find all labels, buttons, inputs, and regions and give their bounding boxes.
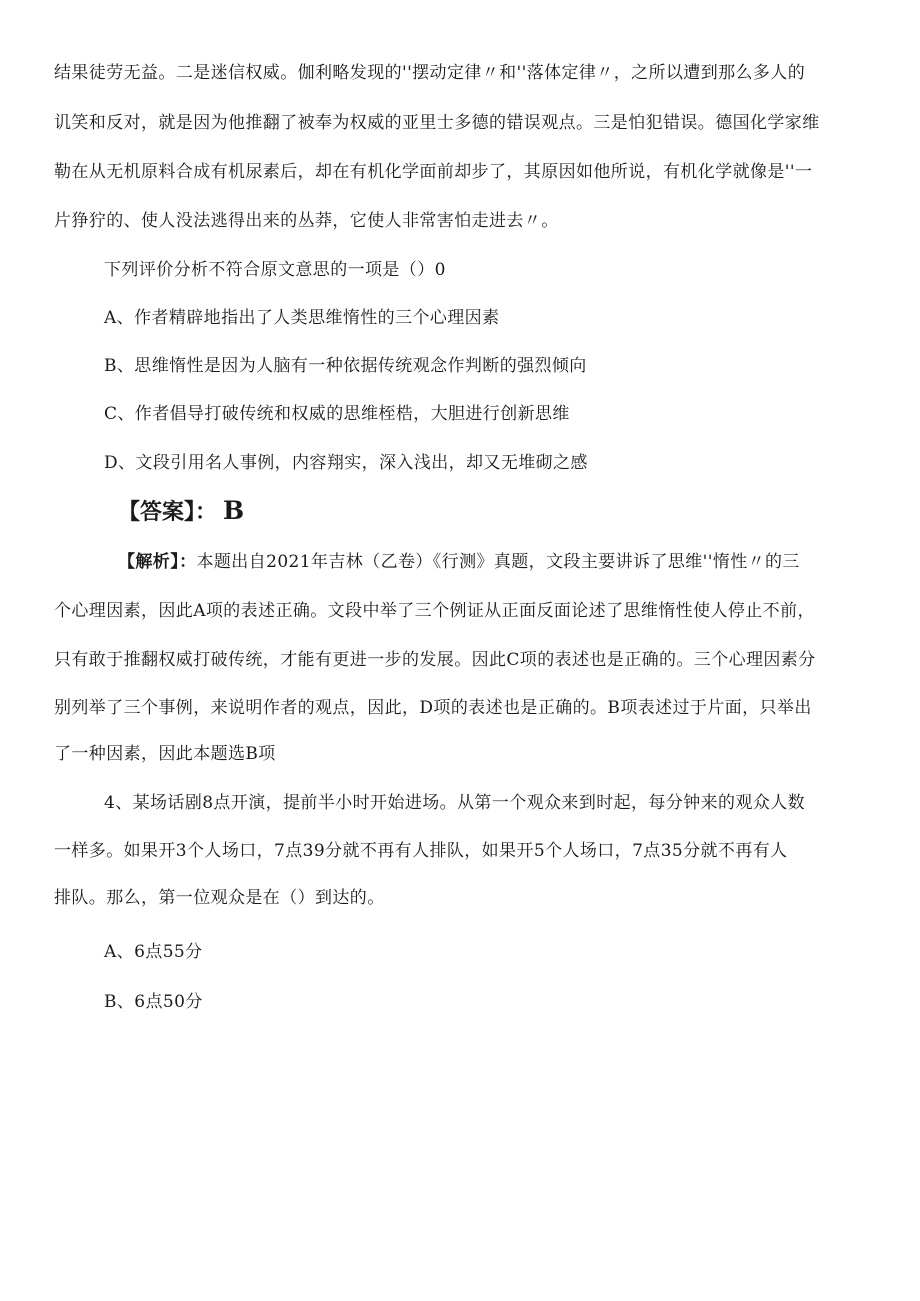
analysis-text: 本题出自2021年吉林（乙卷）《行测》真题，文段主要讲诉了思维''惰性〃的三	[196, 552, 800, 572]
question-stem: 排队。那么，第一位观众是在（）到达的。	[54, 888, 385, 908]
passage-line: 勒在从无机原料合成有机尿素后，却在有机化学面前却步了，其原因如他所说，有机化学就像是''一	[54, 162, 813, 182]
analysis-line: 别列举了三个事例，来说明作者的观点，因此，D项的表述也是正确的。B项表述过于片面，只举出	[54, 698, 812, 718]
answer	[118, 496, 244, 528]
answer-label: 【答案】：	[118, 500, 218, 525]
option-a: A、6点55分	[104, 942, 203, 962]
analysis-line: 个心理因素，因此A项的表述正确。文段中举了三个例证从正面反面论述了思维惰性使人停止不前，	[54, 601, 815, 621]
passage-line: 讥笑和反对，就是因为他推翻了被奉为权威的亚里士多德的错误观点。三是怕犯错误。德国化学家维	[54, 113, 820, 133]
question-stem: 4、某场话剧8点开演，提前半小时开始进场。从第一个观众来到时起，每分钟来的观众人数	[104, 793, 806, 813]
analysis-line: 了一种因素，因此本题选B项	[54, 744, 276, 764]
passage-line: 结果徒劳无益。二是迷信权威。伽利略发现的''摆动定律〃和''落体定律〃，之所以遭到那么多人的	[54, 63, 806, 83]
option-a: A、作者精辟地指出了人类思维惰性的三个心理因素	[104, 308, 500, 328]
option-b: B、6点50分	[104, 992, 203, 1012]
option-c: C、作者倡导打破传统和权威的思维桎梏，大胆进行创新思维	[104, 404, 570, 424]
analysis-line: 只有敢于推翻权威打破传统，才能有更进一步的发展。因此C项的表述也是正确的。三个心理因素分	[54, 650, 816, 670]
option-d: D、文段引用名人事例，内容翔实，深入浅出，却又无堆砌之感	[104, 453, 588, 473]
answer-value: B	[223, 496, 245, 525]
analysis-label: 【解析】：	[118, 552, 197, 572]
analysis-line	[118, 550, 800, 574]
question-stem: 一样多。如果开3个人场口，7点39分就不再有人排队，如果开5个人场口，7点35分就不再有人	[54, 841, 788, 861]
question-stem: 下列评价分析不符合原文意思的一项是（）0	[104, 260, 446, 280]
option-b: B、思维惰性是因为人脑有一种依据传统观念作判断的强烈倾向	[104, 356, 587, 376]
passage-line: 片狰狞的、使人没法逃得出来的丛莽，它使人非常害怕走进去〃。	[54, 211, 559, 231]
